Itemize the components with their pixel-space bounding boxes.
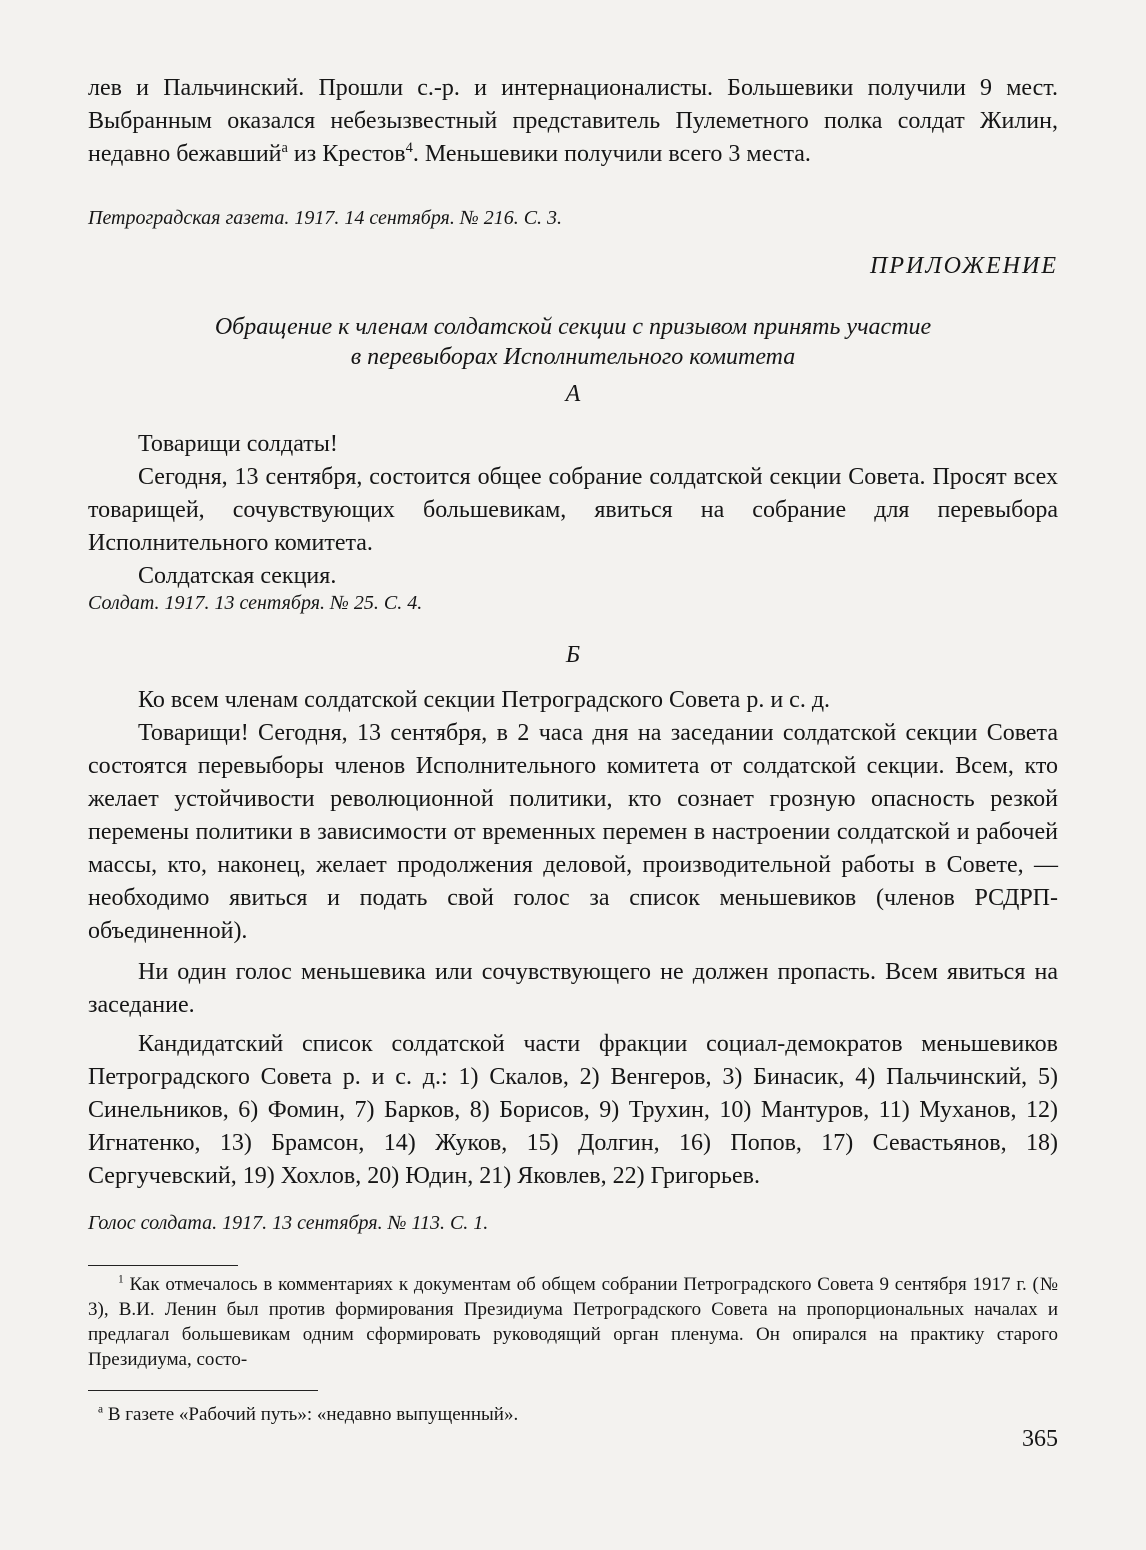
section-b-address: Ко всем членам солдатской секции Петроградского Совета р. и с. д. <box>138 687 831 713</box>
footnote-a-text: В газете «Рабочий путь»: «недавно выпущенный». <box>107 1404 519 1425</box>
source-citation-2 <box>88 590 1058 616</box>
source-3-text: Голос солдата. 1917. 13 сентября. № 113. С. 1. <box>88 1212 489 1234</box>
footnote-divider <box>88 1265 238 1266</box>
footnote-ref-a: а <box>281 140 288 156</box>
footnote-a <box>88 1402 1058 1427</box>
source-citation-1 <box>88 205 1058 231</box>
section-b-para-3: Кандидатский список солдатской части фракции социал-демократов меньшевиков Петроградского Совета р. и с. д.: 1) Скалов, 2) Венгеров, 3) Бинасик, 4) Пальчинский, 5) Синельников, 6) Фомин, 7) Барков, 8) Борисов, 9) Трухин, 10) Мантуров, 11) Муханов, 12) Игнатенко, 13) Брамсон, 14) Жуков, 15) Долгин, 16) Попов, 17) Севастьянов, 18) Сергучевский, 19) Хохлов, 20) Юдин, 21) Яковлев, 22) Григорьев. <box>88 1031 1058 1189</box>
footnote-divider-2 <box>88 1390 318 1391</box>
section-b-letter: Б <box>565 642 581 668</box>
section-b-para-2: Ни один голос меньшевика или сочувствующего не должен пропасть. Всем явиться на заседание. <box>88 959 1058 1018</box>
intro-text-3: . Меньшевики получили всего 3 места. <box>412 141 811 167</box>
section-a-body: Сегодня, 13 сентября, состоится общее собрание солдатской секции Совета. Просят всех товарищей, сочувствующих большевикам, явиться на собрание для перевыбора Исполнительного комитета. <box>88 464 1058 556</box>
footnote-ref-4: 4 <box>405 140 413 156</box>
page-number: 365 <box>1022 1426 1058 1452</box>
intro-text: лев и Пальчинский. Прошли с.-р. и интернационалисты. Большевики получили 9 мест. Выбранным оказался небезызвестный представитель Пулеметного полка солдат Жилин, недавно бежавший <box>88 75 1058 167</box>
section-a-greeting: Товарищи солдаты! <box>138 431 338 457</box>
heading-line-2: в перевыборах Исполнительного комитета <box>350 344 796 370</box>
section-b <box>88 684 1058 1193</box>
footnote-1-marker: 1 <box>118 1273 124 1286</box>
footnote-1-text: Как отмечалось в комментариях к документам об общем собрании Петроградского Совета 9 сентября 1917 г. (№ 3), В.И. Ленин был против формирования Президиума Петроградского Совета на пропорциональных началах и предлагал большевикам одним сформировать руководящий орган пленума. Он опирался на практику старого Президиума, состо- <box>88 1274 1058 1370</box>
section-a <box>88 428 1058 593</box>
section-a-letter: А <box>565 381 581 407</box>
section-a-signature: Солдатская секция. <box>138 563 337 589</box>
source-1-text: Петроградская газета. 1917. 14 сентября. № 216. С. 3. <box>88 207 563 229</box>
heading-line-1: Обращение к членам солдатской секции с призывом принять участие <box>214 314 932 340</box>
source-2-text: Солдат. 1917. 13 сентября. № 25. С. 4. <box>88 592 423 614</box>
footnote-1 <box>88 1272 1058 1372</box>
source-citation-3 <box>88 1210 1058 1236</box>
section-b-para-1: Товарищи! Сегодня, 13 сентября, в 2 часа дня на заседании солдатской секции Совета состоятся перевыборы членов Исполнительного комитета от солдатской секции. Всем, кто желает устойчивости революционной политики, кто сознает грозную опасность резкой перемены политики в зависимости от временных перемен в настроении солдатской и рабочей массы, кто, наконец, желает продолжения деловой, производительной работы в Совете, — необходимо явиться и подать свой голос за список меньшевиков (членов РСДРП-объединенной). <box>88 720 1058 944</box>
intro-paragraph <box>88 72 1058 171</box>
intro-text-2: из Крестов <box>287 141 406 167</box>
document-heading <box>88 312 1058 372</box>
footnote-a-marker: а <box>98 1403 104 1416</box>
appendix-title: ПРИЛОЖЕНИЕ <box>870 253 1058 279</box>
